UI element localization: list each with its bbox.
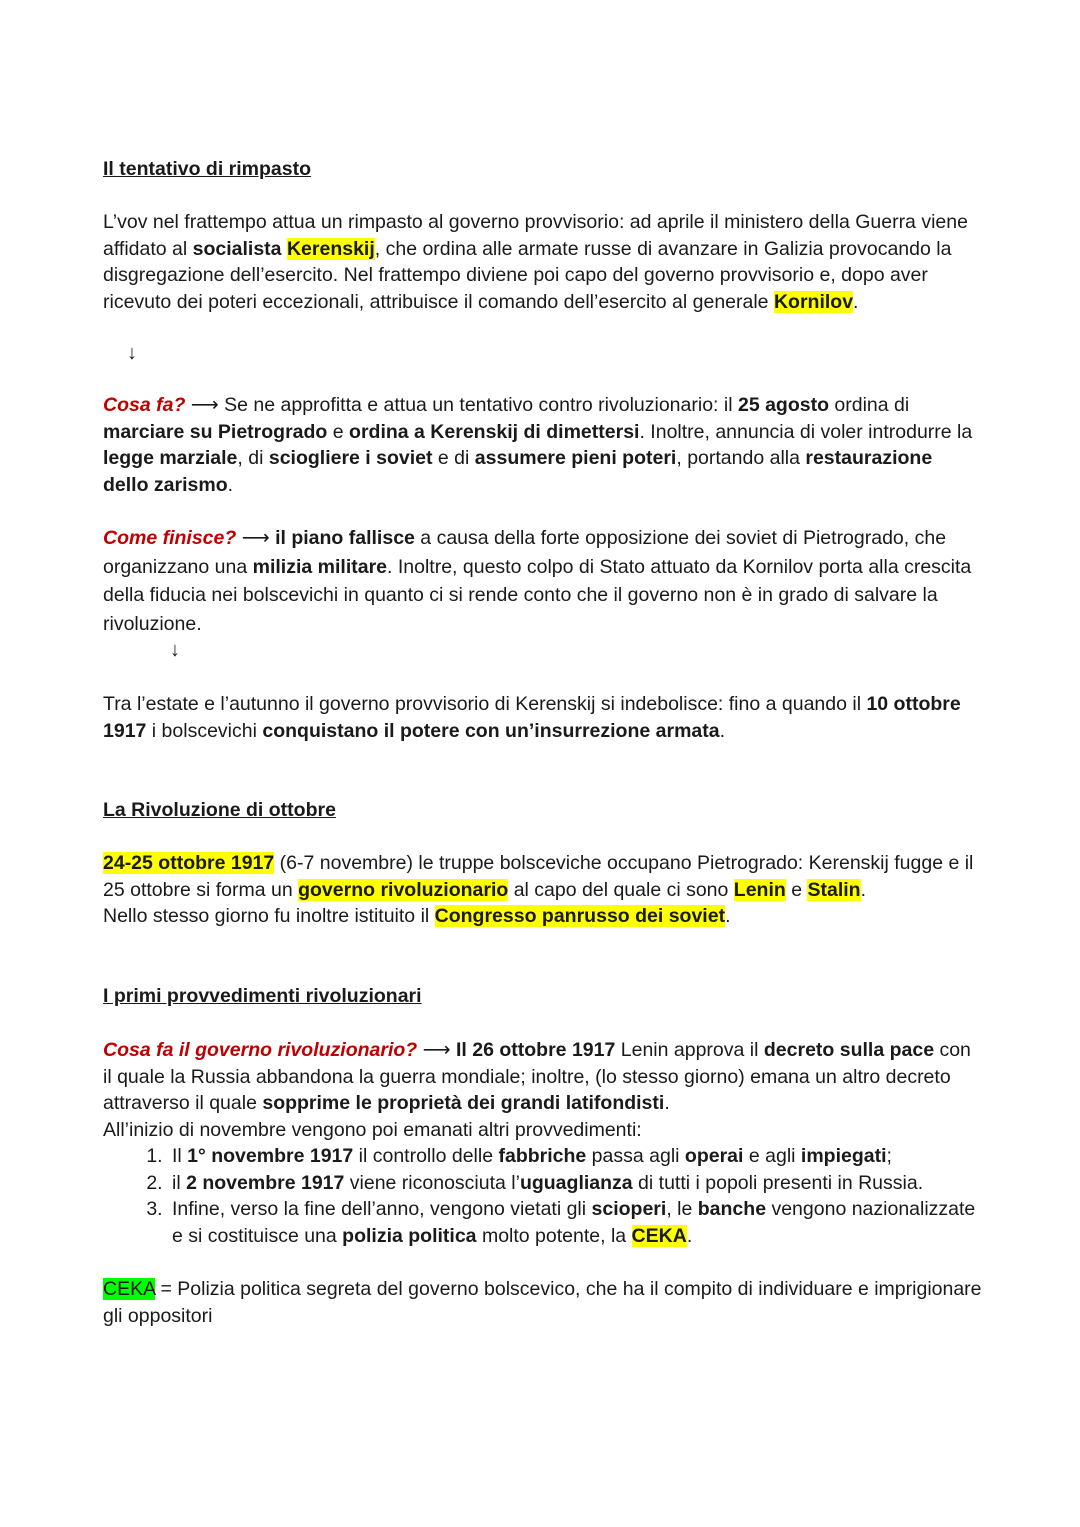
- bold-text: sciogliere i soviet: [268, 447, 433, 469]
- bold-text: operai: [684, 1145, 744, 1167]
- text-run: e: [327, 420, 350, 443]
- down-arrow-icon: ↓: [170, 639, 180, 661]
- bold-text: impiegati: [800, 1145, 887, 1167]
- bold-text: 25 agosto: [737, 394, 829, 416]
- bold-text: milizia militare: [252, 555, 388, 578]
- question-label: Come finisce?: [103, 527, 237, 549]
- text-run: All’inizio di novembre vengono poi emanati altri provvedimenti:: [103, 1118, 642, 1141]
- bold-text: polizia politica: [342, 1224, 477, 1247]
- bold-text: fabbriche: [498, 1145, 587, 1167]
- highlighted-text: Stalin: [807, 878, 861, 901]
- list-item: [168, 1196, 983, 1249]
- bold-text: sopprime le proprietà dei grandi latifondisti: [262, 1092, 665, 1114]
- text-run: .: [227, 473, 234, 496]
- paragraph-rivoluzione: [103, 850, 983, 930]
- provvedimenti-list: [103, 1143, 983, 1249]
- section-heading-rimpasto: Il tentativo di rimpasto: [103, 158, 312, 180]
- highlighted-text: governo rivoluzionario: [298, 878, 509, 901]
- text-run: , portando alla: [676, 447, 806, 469]
- text-run: e agli: [743, 1145, 801, 1167]
- paragraph-come-finisce: [103, 524, 983, 638]
- text-run: . Inoltre, annuncia di voler introdurre la: [639, 420, 973, 443]
- question-label: Cosa fa il governo rivoluzionario?: [103, 1039, 418, 1061]
- text-run: passa agli: [586, 1145, 685, 1167]
- bold-text: ordina a Kerenskij di dimettersi: [349, 420, 640, 443]
- text-run: Il: [172, 1145, 188, 1167]
- text-run: il: [172, 1171, 187, 1194]
- text-run: Nello stesso giorno fu inoltre istituito il: [103, 905, 435, 927]
- text-run: i bolscevichi: [146, 719, 263, 742]
- highlighted-text: Lenin: [733, 878, 786, 901]
- bold-text: Il 26 ottobre 1917: [456, 1039, 616, 1061]
- bold-text: 2 novembre 1917: [186, 1171, 345, 1194]
- highlighted-text: CEKA: [631, 1224, 687, 1247]
- text-run: .: [725, 905, 731, 927]
- bold-text: banche: [697, 1198, 767, 1220]
- highlighted-text: Kornilov: [773, 290, 854, 313]
- text-run: .: [664, 1092, 670, 1114]
- text-run: , che ordina alle armate russe di avanzare in Galizia provocando la disgregazione dell’esercito. Nel frattempo diviene poi capo del governo provvisorio e, dopo aver ricevuto dei poteri eccezionali, attribuisce il comando dell’esercito al generale: [103, 237, 952, 313]
- paragraph-rimpasto: [103, 209, 983, 315]
- text-run: e di: [432, 447, 475, 469]
- highlighted-text: Congresso panrusso dei soviet: [434, 905, 726, 927]
- paragraph-cosa-fa: [103, 392, 983, 498]
- paragraph-ceka-definition: [103, 1276, 983, 1329]
- bold-text: assumere pieni poteri: [474, 447, 677, 469]
- down-arrow-icon: ↓: [127, 342, 137, 364]
- text-run: .: [860, 878, 866, 901]
- list-item: [168, 1143, 983, 1170]
- text-run: ⟶ Se ne approfitta e attua un tentativo contro rivoluzionario: il: [185, 394, 738, 416]
- bold-text: uguaglianza: [519, 1171, 633, 1194]
- text-run: Infine, verso la fine dell’anno, vengono vietati gli: [172, 1198, 592, 1220]
- text-run: .: [719, 719, 726, 742]
- bold-text: il piano fallisce: [275, 527, 415, 549]
- bold-text: conquistano il potere con un’insurrezione armata: [262, 719, 720, 742]
- highlighted-text: Kerenskij: [286, 237, 375, 260]
- text-run: di tutti i popoli presenti in Russia.: [632, 1171, 924, 1194]
- text-run: Lenin approva il: [615, 1039, 764, 1061]
- paragraph-autunno: [103, 691, 983, 744]
- bold-text: scioperi: [591, 1198, 667, 1220]
- bold-text: 1° novembre 1917: [187, 1145, 354, 1167]
- text-run: il controllo delle: [353, 1145, 499, 1167]
- text-run: . Inoltre, questo colpo di Stato attuato da Kornilov porta alla crescita della fiducia nei bolscevichi in quanto ci si rende conto che il governo non è in grado di salvare la rivoluzione.: [103, 555, 972, 635]
- text-run: con il quale la Russia abbandona la guerra mondiale; inoltre, (lo stesso giorno) emana un altro decreto attraverso il quale: [103, 1039, 971, 1114]
- text-run: viene riconosciuta l’: [344, 1171, 520, 1194]
- text-run: a causa della forte opposizione dei soviet di Pietrogrado, che organizzano una: [103, 527, 947, 578]
- text-run: L’vov nel frattempo attua un rimpasto al governo provvisorio: ad aprile il ministero della Guerra viene affidato al: [103, 211, 968, 260]
- text-run: ;: [886, 1145, 892, 1167]
- text-run: , di: [237, 447, 269, 469]
- bold-text: legge marziale: [103, 447, 238, 469]
- section-heading-rivoluzione-ottobre: La Rivoluzione di ottobre: [103, 799, 336, 821]
- text-run: e: [785, 878, 808, 901]
- paragraph-provvedimenti: [103, 1037, 983, 1249]
- bold-text: socialista: [192, 237, 282, 260]
- bold-text: 10 ottobre 1917: [103, 693, 961, 742]
- list-item: [168, 1170, 983, 1197]
- section-heading-provvedimenti: I primi provvedimenti rivoluzionari: [103, 985, 422, 1007]
- text-run: .: [686, 1224, 693, 1247]
- text-run: .: [853, 290, 859, 313]
- highlighted-text: 24-25 ottobre 1917: [103, 852, 275, 874]
- text-run: vengono nazionalizzate e si costituisce una: [172, 1198, 976, 1247]
- text-run: (6-7 novembre) le truppe bolsceviche occupano Pietrogrado: Kerenskij fugge e il 25 ottobre si forma un: [103, 852, 974, 901]
- question-label: Cosa fa?: [103, 394, 186, 416]
- bold-text: decreto sulla pace: [763, 1039, 935, 1061]
- text-run: ⟶: [417, 1039, 457, 1061]
- highlighted-text: CEKA: [103, 1278, 156, 1300]
- text-run: = Polizia politica segreta del governo bolscevico, che ha il compito di individuare e imprigionare gli oppositori: [103, 1278, 982, 1327]
- bold-text: marciare su Pietrogrado: [103, 420, 328, 443]
- text-run: ordina di: [829, 394, 910, 416]
- text-run: al capo del quale ci sono: [508, 878, 734, 901]
- bold-text: restaurazione dello zarismo: [103, 447, 933, 496]
- text-run: , le: [666, 1198, 698, 1220]
- text-run: ⟶: [236, 527, 276, 549]
- text-run: Tra l’estate e l’autunno il governo provvisorio di Kerenskij si indebolisce: fino a quando il: [103, 693, 867, 715]
- text-run: molto potente, la: [476, 1224, 632, 1247]
